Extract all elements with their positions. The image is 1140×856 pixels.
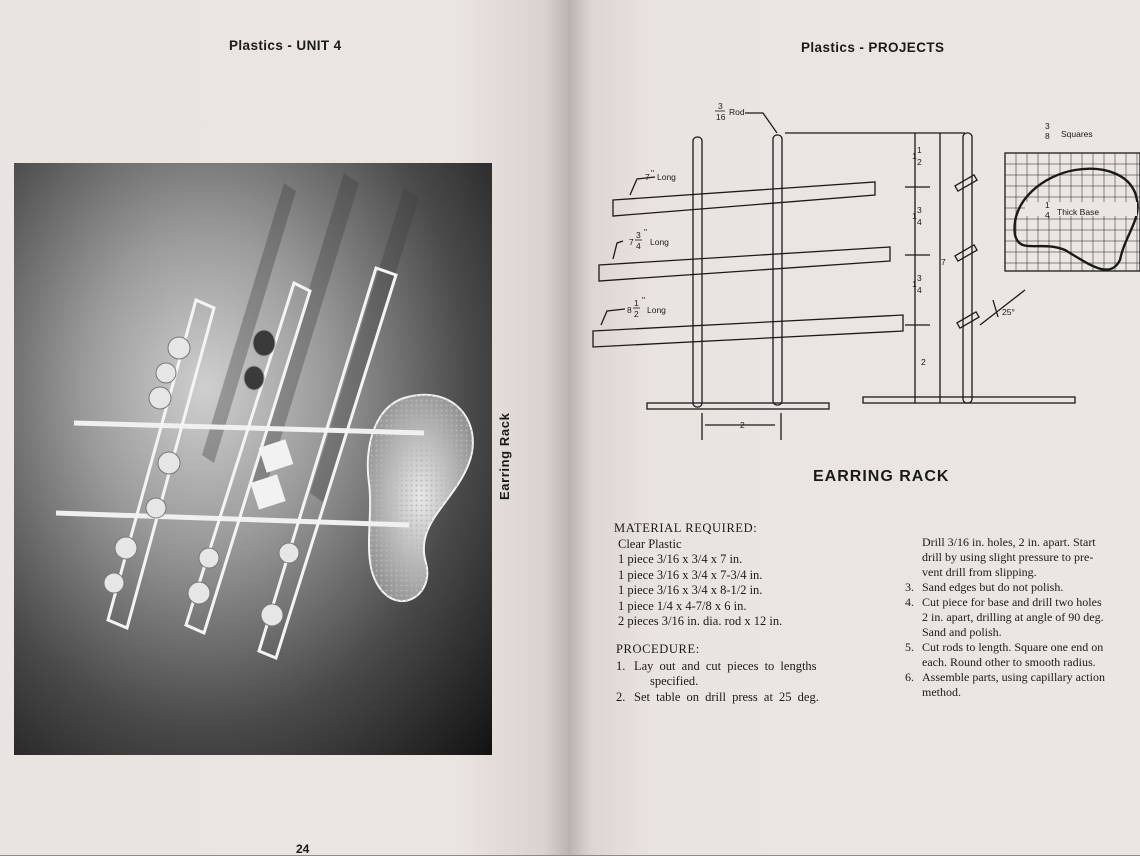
side-title: Earring Rack — [497, 412, 512, 500]
step-text: Assemble parts, using capillary action — [922, 670, 1105, 684]
label-base-den: 4 — [1045, 210, 1050, 220]
material-list — [614, 521, 782, 630]
svg-text:": " — [651, 168, 655, 178]
label-squares-text: Squares — [1061, 129, 1093, 139]
label-piece2-den: 4 — [636, 241, 641, 251]
step-number: 2. — [616, 689, 626, 704]
drawing-base-side — [863, 397, 1075, 403]
procedure-step — [905, 670, 1140, 685]
procedure-step — [616, 690, 886, 706]
label-piece3-text: Long — [647, 305, 666, 315]
procedure-step — [905, 580, 1140, 595]
label-dim-2-vertical: 2 — [921, 357, 926, 367]
step-text: vent drill from slipping. — [922, 565, 1037, 579]
label-piece1-text: Long — [657, 172, 676, 182]
label-angle: 25° — [1002, 307, 1015, 317]
earring-rack-drawing — [585, 95, 1140, 445]
label-squares-num: 3 — [1045, 121, 1050, 131]
drawing-rod-left — [693, 137, 702, 407]
label-dim-1a-den: 2 — [917, 157, 922, 167]
label-dim-1b-den: 4 — [917, 217, 922, 227]
material-item: 1 piece 3/16 x 3/4 x 7-3/4 in. — [618, 567, 763, 582]
label-piece3-den: 2 — [634, 309, 639, 319]
svg-text:": " — [644, 227, 648, 237]
right-page-header: Plastics - PROJECTS — [801, 40, 945, 55]
drawing-side-upright — [963, 133, 972, 403]
step-text: each. Round other to smooth radius. — [922, 655, 1096, 669]
drawing-rod-right — [773, 135, 782, 405]
procedure-step — [905, 640, 1140, 655]
procedure-heading: PROCEDURE: — [616, 642, 700, 656]
step-number: 6. — [905, 670, 914, 684]
label-dim-2-horizontal: 2 — [740, 420, 745, 430]
label-dim-1b-whole: 1 — [912, 211, 917, 221]
material-item: 1 piece 3/16 x 3/4 x 7 in. — [618, 552, 743, 566]
label-rod-num: 3 — [718, 101, 723, 111]
label-dim-1c-whole: 1 — [912, 279, 917, 289]
label-piece2-num: 3 — [636, 230, 641, 240]
step-text: Cut piece for base and drill two holes — [922, 595, 1102, 609]
material-item: Clear Plastic — [618, 536, 682, 551]
label-piece3-whole: 8 — [627, 305, 632, 315]
drawing-base-front — [647, 403, 829, 409]
project-title: EARRING RACK — [813, 468, 950, 485]
step-number: 5. — [905, 640, 914, 654]
step-text: Drill 3/16 in. holes, 2 in. apart. Start — [922, 535, 1096, 549]
step-text: 2 in. apart, drilling at angle of 90 deg. — [922, 610, 1104, 624]
step-text: Sand edges but do not polish. — [922, 580, 1064, 594]
drawing-side-tabs — [955, 175, 979, 328]
drawing-piece-7-3-4 — [599, 247, 890, 281]
step-text: Cut rods to length. Square one end on — [922, 640, 1104, 654]
label-dim-1c-num: 3 — [917, 273, 922, 283]
procedure-step — [616, 659, 886, 675]
drawing-piece-7 — [613, 182, 875, 216]
label-piece2-text: Long — [650, 237, 669, 247]
left-page-header: Plastics - UNIT 4 — [229, 38, 342, 53]
material-heading: MATERIAL REQUIRED: — [614, 521, 758, 535]
page-number: 24 — [296, 842, 310, 856]
material-item: 2 pieces 3/16 in. dia. rod x 12 in. — [618, 614, 783, 628]
photo-illustration — [14, 163, 492, 755]
step-text: specified. — [650, 674, 699, 688]
procedure-list — [616, 642, 886, 705]
label-base-num: 1 — [1045, 200, 1050, 210]
step-text: drill by using slight pressure to pre- — [922, 550, 1094, 564]
step-number: 4. — [905, 595, 914, 609]
label-dim-7: 7 — [941, 257, 946, 267]
step-text: Sand and polish. — [922, 625, 1002, 639]
label-dim-1a-num: 1 — [917, 145, 922, 155]
drawing-piece-8-1-2 — [593, 315, 903, 347]
step-number: 1. — [616, 658, 626, 673]
label-base-text: Thick Base — [1057, 207, 1100, 217]
svg-text:": " — [642, 295, 646, 305]
step-text: Lay out and cut pieces to lengths — [634, 658, 817, 673]
step-text: Set table on drill press at 25 deg. — [634, 689, 819, 704]
label-dim-1c-den: 4 — [917, 285, 922, 295]
material-item: 1 piece 3/16 x 3/4 x 8-1/2 in. — [618, 583, 763, 597]
step-number: 3. — [905, 580, 914, 594]
label-dim-1a-whole: 1 — [912, 151, 917, 161]
earring-rack-photo — [14, 163, 492, 755]
step-text: method. — [922, 685, 961, 699]
procedure-continued — [905, 535, 1140, 700]
label-piece2-whole: 7 — [629, 237, 634, 247]
material-item: 1 piece 1/4 x 4-7/8 x 6 in. — [618, 598, 747, 613]
left-page — [0, 0, 568, 855]
label-piece1-num: 7 — [645, 172, 650, 182]
procedure-step — [905, 595, 1140, 610]
label-squares-den: 8 — [1045, 131, 1050, 141]
label-rod-den: 16 — [716, 112, 726, 122]
label-rod-text: Rod — [729, 107, 745, 117]
label-dim-1b-num: 3 — [917, 205, 922, 215]
label-piece3-num: 1 — [634, 298, 639, 308]
